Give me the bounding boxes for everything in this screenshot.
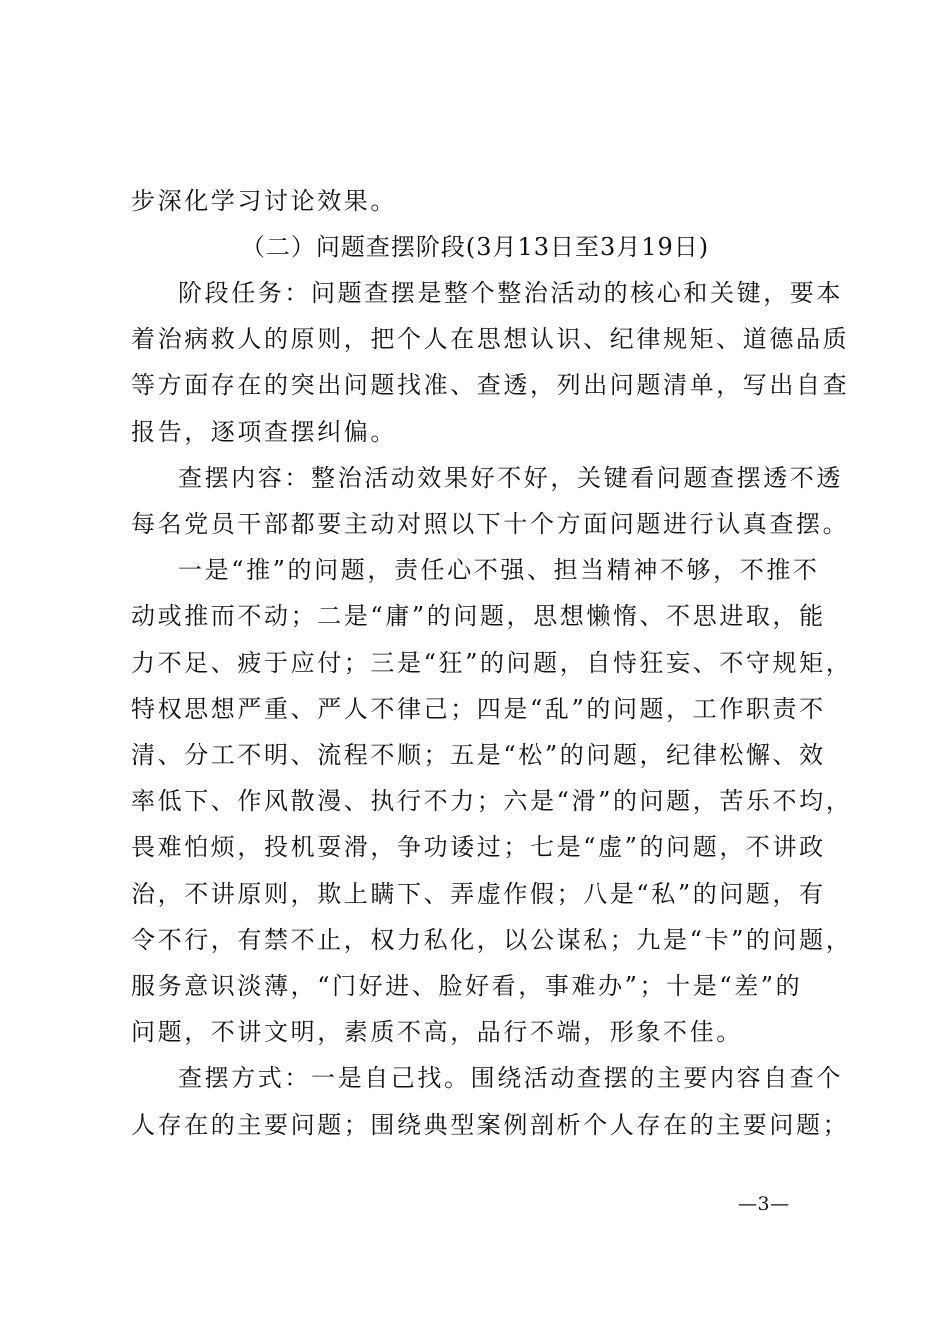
paragraph-line: 问题，不讲文明，素质不高，品行不端，形象不佳。	[131, 1018, 743, 1046]
paragraph-line: 治，不讲原则，欺上瞒下、弄虚作假；八是“私”的问题，有	[131, 880, 826, 908]
paragraph-line: 每名党员干部都要主动对照以下十个方面问题进行认真查摆。	[131, 510, 850, 538]
paragraph-line: 着治病救人的原则，把个人在思想认识、纪律规矩、道德品质	[131, 325, 850, 353]
paragraph-line: 力不足、疲于应付；三是“狂”的问题，自恃狂妄、不守规矩，	[131, 649, 853, 677]
paragraph-line: 一是“推”的问题，责任心不强、担当精神不够，不推不	[178, 556, 820, 584]
paragraph-line: 步深化学习讨论效果。	[131, 187, 397, 215]
paragraph-line: 动或推而不动；二是“庸”的问题，思想懒惰、不思进取，能	[131, 602, 826, 630]
paragraph-line: 服务意识淡薄，“门好进、脸好看，事难办”；十是“差”的	[131, 972, 803, 1000]
paragraph-line: 特权思想严重、严人不律己；四是“乱”的问题，工作职责不	[131, 695, 826, 723]
paragraph-line: 阶段任务：问题查摆是整个整治活动的核心和关键，要本	[178, 279, 843, 307]
paragraph-line: 率低下、作风散漫、执行不力；六是“滑”的问题，苦乐不均，	[131, 787, 853, 815]
paragraph-line: 人存在的主要问题；围绕典型案例剖析个人存在的主要问题；	[131, 1111, 850, 1139]
paragraph-line: 清、分工不明、流程不顺；五是“松”的问题，纪律松懈、效	[131, 741, 826, 769]
section-heading: （二）问题查摆阶段(3月13日至3月19日)	[240, 233, 710, 261]
paragraph-line: 查摆方式：一是自己找。围绕活动查摆的主要内容自查个	[178, 1064, 843, 1092]
paragraph-line: 报告，逐项查摆纠偏。	[131, 418, 397, 446]
paragraph-line: 畏难怕烦，投机耍滑，争功诿过；七是“虚”的问题，不讲政	[131, 833, 826, 861]
paragraph-line: 查摆内容：整治活动效果好不好，关键看问题查摆透不透	[178, 464, 843, 492]
paragraph-line: 等方面存在的突出问题找准、查透，列出问题清单，写出自查	[131, 371, 850, 399]
paragraph-line: 令不行，有禁不止，权力私化，以公谋私；九是“卡”的问题，	[131, 926, 853, 954]
page-number: —3—	[738, 1193, 790, 1215]
